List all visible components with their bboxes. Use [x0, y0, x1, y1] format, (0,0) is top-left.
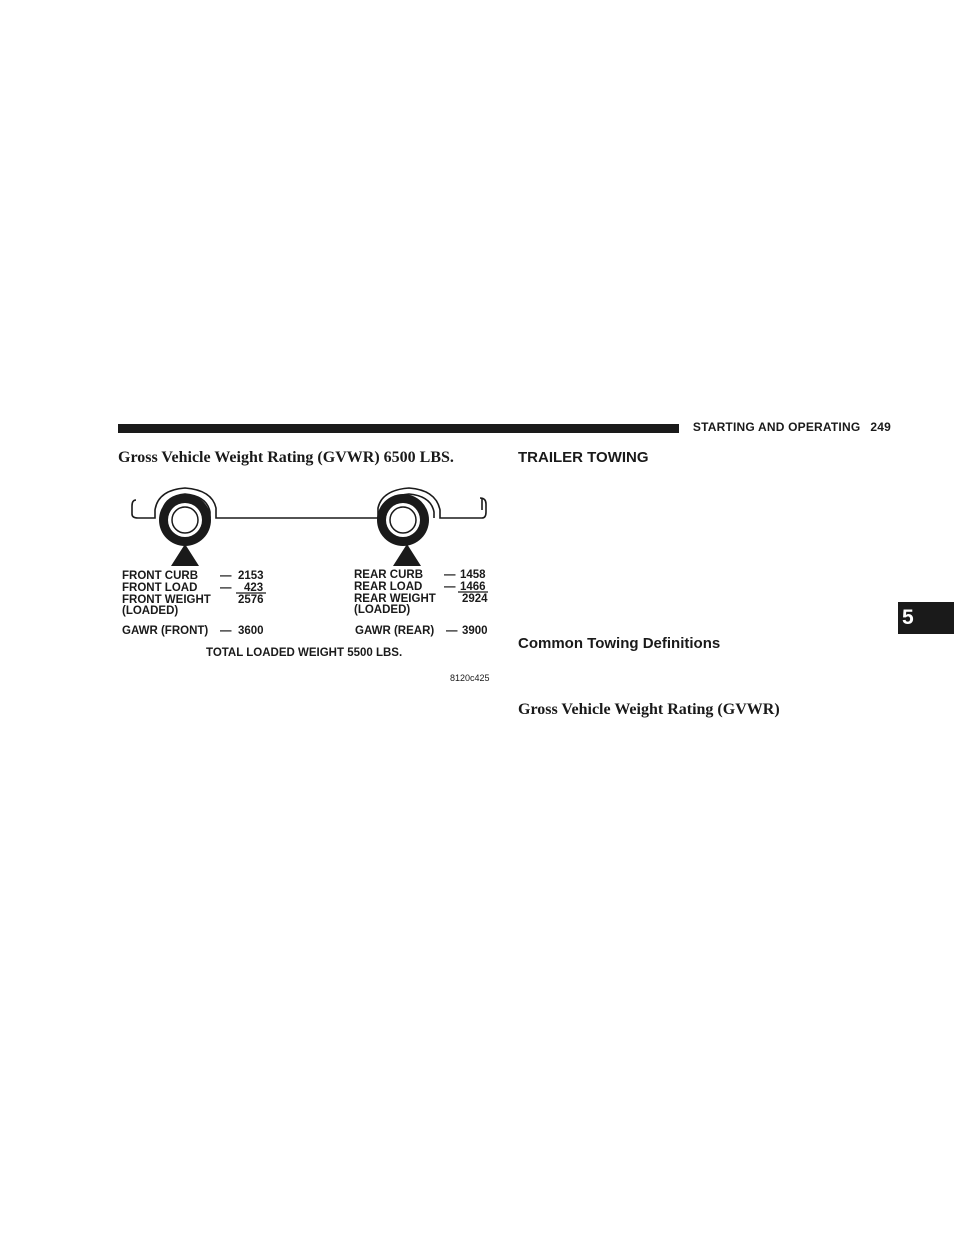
section-title: STARTING AND OPERATING	[692, 420, 861, 434]
gvwr-heading: Gross Vehicle Weight Rating (GVWR)	[518, 701, 780, 718]
header-rule	[118, 424, 679, 433]
rear-load-value: 1466	[460, 581, 486, 593]
chapter-tab: 5	[898, 602, 954, 634]
figure-code: 8120c425	[450, 673, 490, 683]
front-curb-value: 2153	[238, 570, 264, 582]
running-header	[693, 420, 891, 434]
gawr-front-value: 3600	[238, 625, 264, 637]
front-curb-dash: —	[220, 570, 232, 582]
rear-axle-arrow	[393, 544, 421, 566]
gawr-rear-label: GAWR (REAR)	[355, 625, 435, 637]
front-loaded-label: (LOADED)	[122, 605, 179, 617]
rear-curb-label: REAR CURB	[354, 569, 423, 581]
page-number: 249	[870, 420, 891, 434]
gvwr-example-heading: Gross Vehicle Weight Rating (GVWR) 6500 LBS.	[118, 449, 454, 466]
gawr-rear-value: 3900	[462, 625, 488, 637]
rear-curb-value: 1458	[460, 569, 486, 581]
front-load-label: FRONT LOAD	[122, 582, 198, 594]
gawr-rear-dash: —	[446, 625, 458, 637]
rear-wheel	[377, 494, 429, 546]
front-curb-label: FRONT CURB	[122, 570, 199, 582]
rear-weight-value: 2924	[462, 593, 488, 605]
rear-load-label: REAR LOAD	[354, 581, 423, 593]
gawr-front-label: GAWR (FRONT)	[122, 625, 209, 637]
front-load-value: 423	[244, 582, 264, 594]
front-axle-arrow	[171, 544, 199, 566]
front-load-dash: —	[220, 582, 232, 594]
trailer-towing-heading: TRAILER TOWING	[518, 449, 649, 466]
front-wheel	[159, 494, 211, 546]
total-loaded-weight: TOTAL LOADED WEIGHT 5500 LBS.	[206, 647, 403, 659]
rear-weight-label: REAR WEIGHT	[354, 593, 436, 605]
rear-load-dash: —	[444, 581, 456, 593]
vehicle-diagram	[110, 480, 500, 690]
rear-curb-dash: —	[444, 569, 456, 581]
rear-loaded-label: (LOADED)	[354, 604, 411, 616]
common-towing-definitions-heading: Common Towing Definitions	[518, 635, 721, 652]
axle-weight-figure	[110, 480, 500, 690]
gawr-front-dash: —	[220, 625, 232, 637]
front-weight-label: FRONT WEIGHT	[122, 594, 211, 606]
front-weight-value: 2576	[238, 594, 264, 606]
